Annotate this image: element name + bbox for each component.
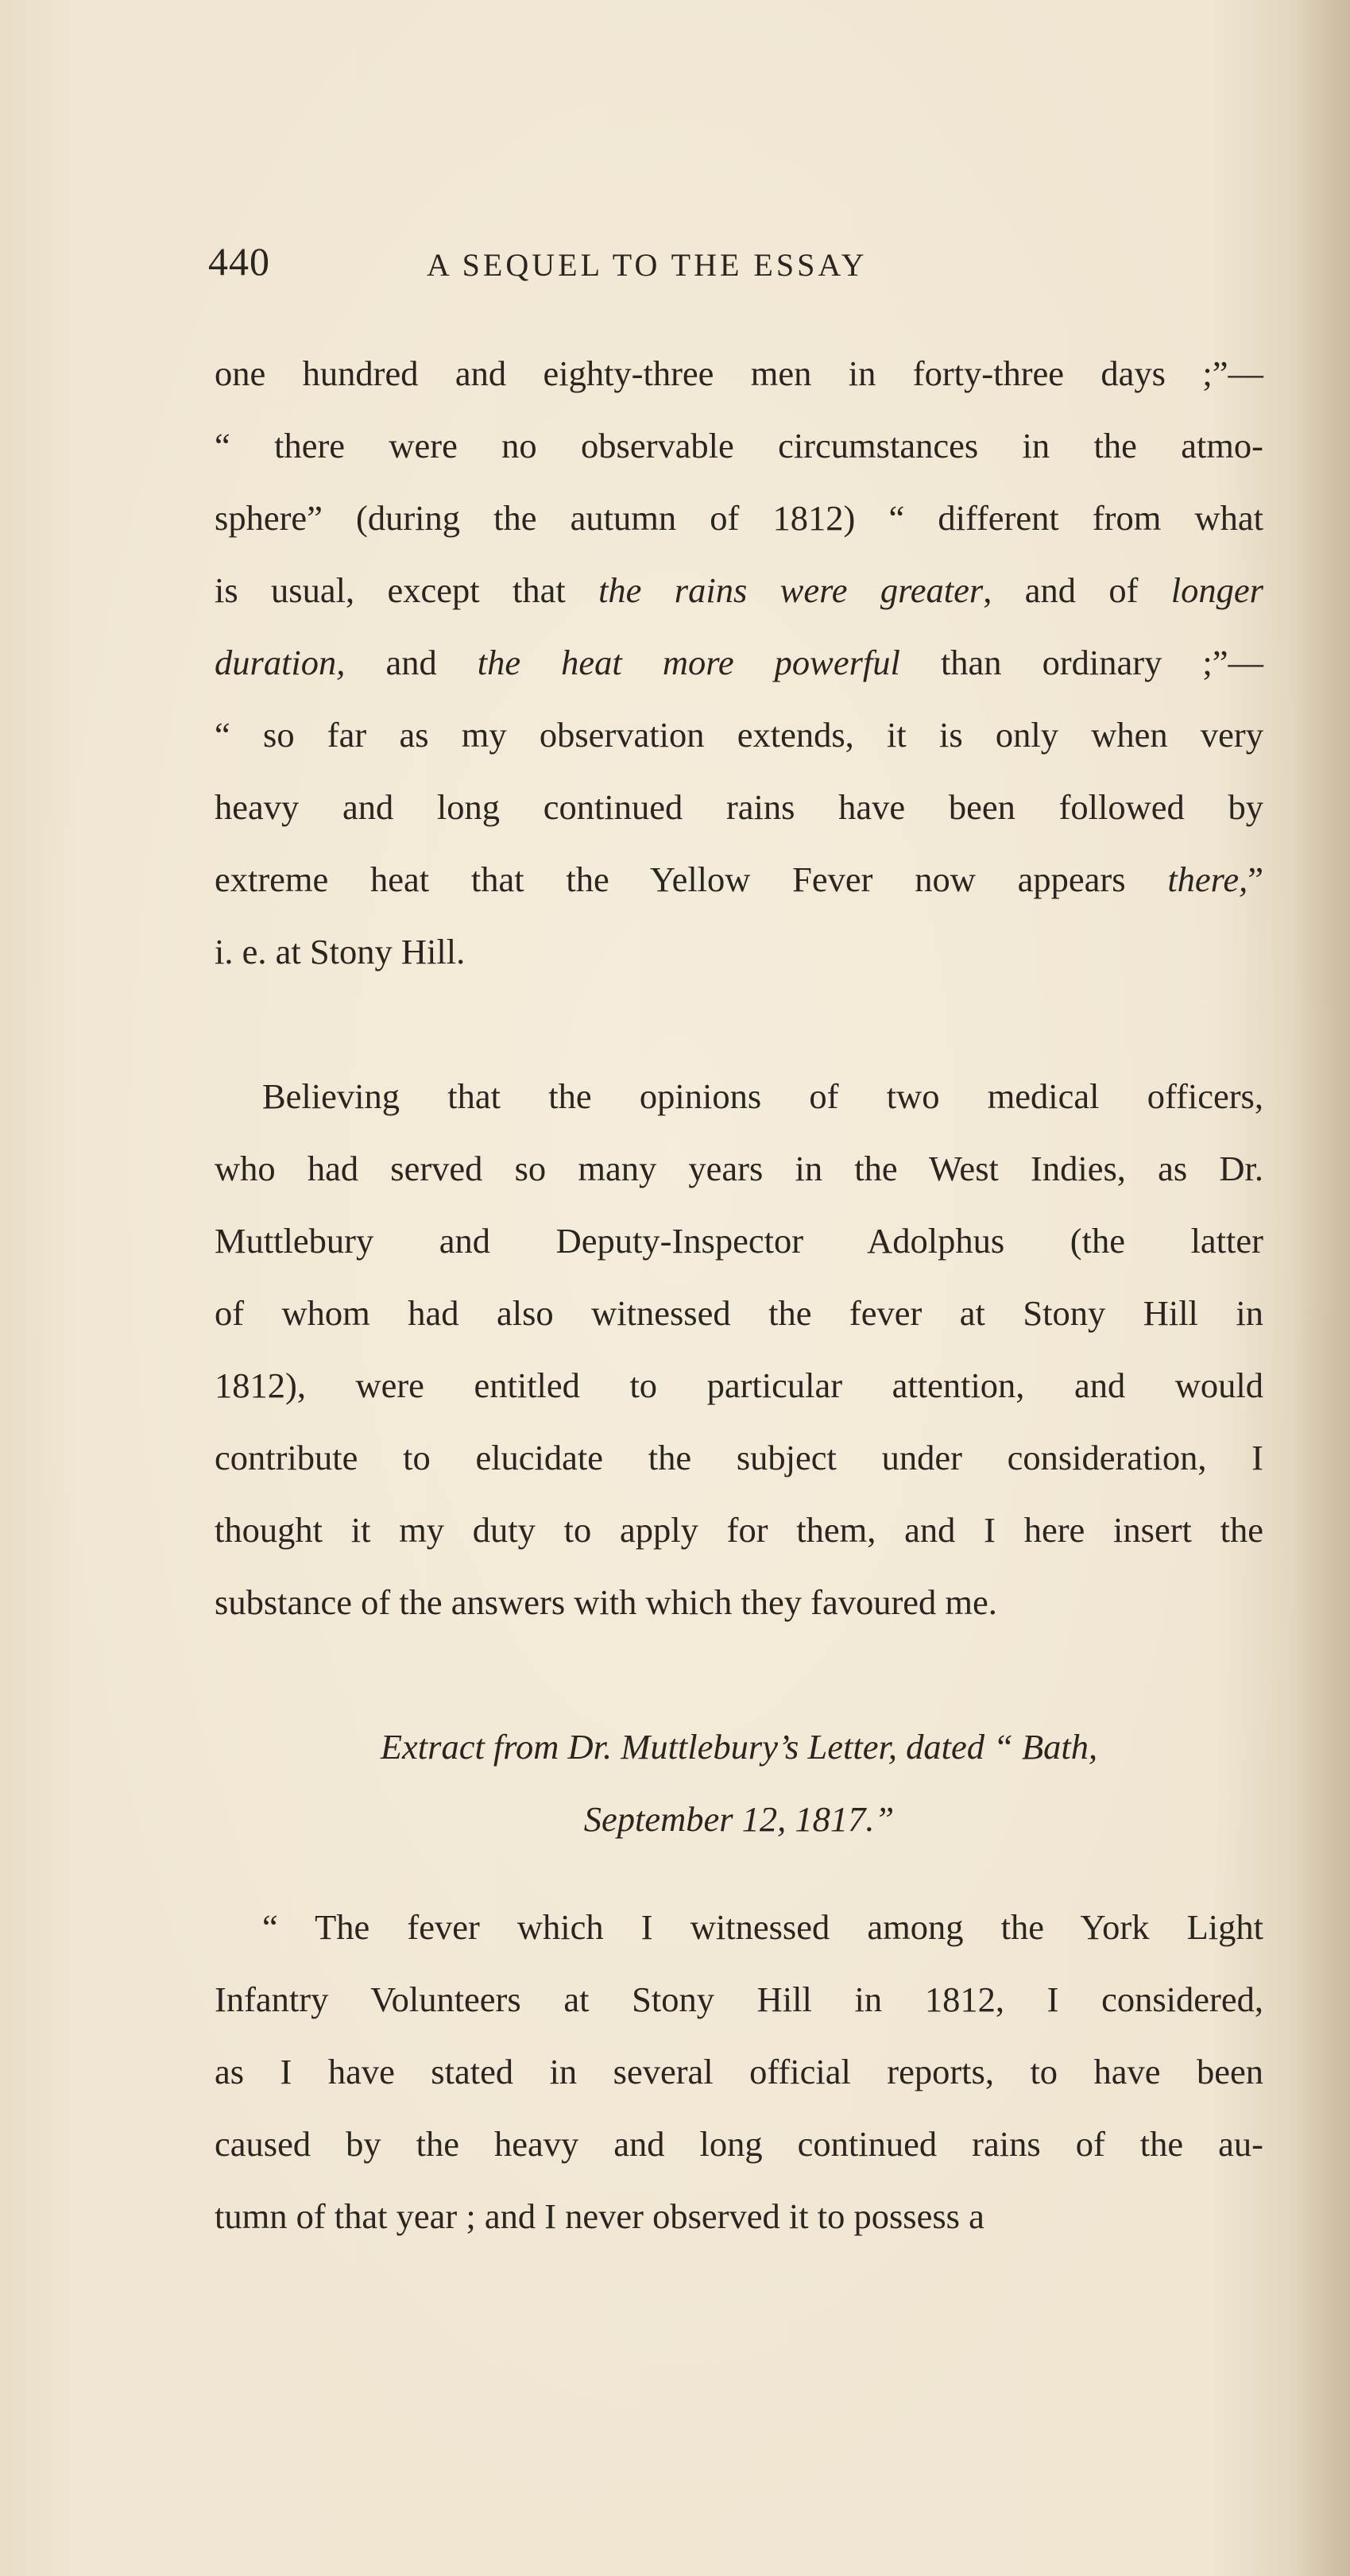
text-line: Infantry Volunteers at Stony Hill in 1812, I considered, [215,1979,1263,2019]
text-line: “ so far as my observation extends, it is only when very [215,715,1263,755]
page-edge-shadow [1294,0,1350,2576]
paragraph [215,1060,1263,1639]
italic-text: the rains were greater [598,570,984,610]
text-line: contribute to elucidate the subject under consideration, I [215,1438,1263,1477]
italic-text: duration, [215,643,346,682]
paragraph [215,338,1263,988]
text-line: extreme heat that the Yellow Fever now appears there,” [215,859,1263,899]
page-number: 440 [208,239,270,284]
italic-text: the heat more powerful [477,643,900,682]
text-line: heavy and long continued rains have been followed by [215,787,1263,827]
text-line: duration, and the heat more powerful than ordinary ;”— [215,643,1264,682]
text-line: Believing that the opinions of two medical officers, [262,1076,1263,1116]
text-line: thought it my duty to apply for them, and I here insert the [215,1510,1263,1550]
text-line: “ there were no observable circumstances in the atmo- [215,426,1263,465]
heading-line: Extract from Dr. Muttlebury’s Letter, dated “ Bath, [380,1727,1098,1767]
text-line: Muttlebury and Deputy-Inspector Adolphus (the latter [215,1221,1263,1261]
italic-text: there, [1167,859,1248,899]
text-line: caused by the heavy and long continued rains of the au- [215,2124,1263,2164]
text-line: substance of the answers with which they favoured me. [215,1582,997,1622]
italic-text: longer [1170,570,1263,610]
text-line: tumn of that year ; and I never observed it to possess a [215,2196,984,2236]
text-line: is usual, except that the rains were greater, and of longer [215,570,1263,610]
text-line: of whom had also witnessed the fever at Stony Hill in [215,1293,1263,1333]
heading-line: September 12, 1817.” [583,1799,895,1839]
body-text [215,338,1263,2253]
text-line: who had served so many years in the West Indies, as Dr. [215,1149,1263,1188]
text-line: as I have stated in several official reports, to have been [215,2052,1263,2091]
text-line: 1812), were entitled to particular attention, and would [215,1365,1263,1405]
letter-heading [215,1711,1263,1856]
paragraph [215,1891,1263,2253]
text-line: i. e. at Stony Hill. [215,932,466,971]
page-header [208,238,1321,302]
text-line: “ The fever which I witnessed among the York Light [262,1907,1263,1947]
text-line: one hundred and eighty-three men in forty-three days ;”— [215,353,1263,393]
running-head: A SEQUEL TO THE ESSAY [427,247,868,283]
text-line: sphere” (during the autumn of 1812) “ different from what [215,498,1263,538]
